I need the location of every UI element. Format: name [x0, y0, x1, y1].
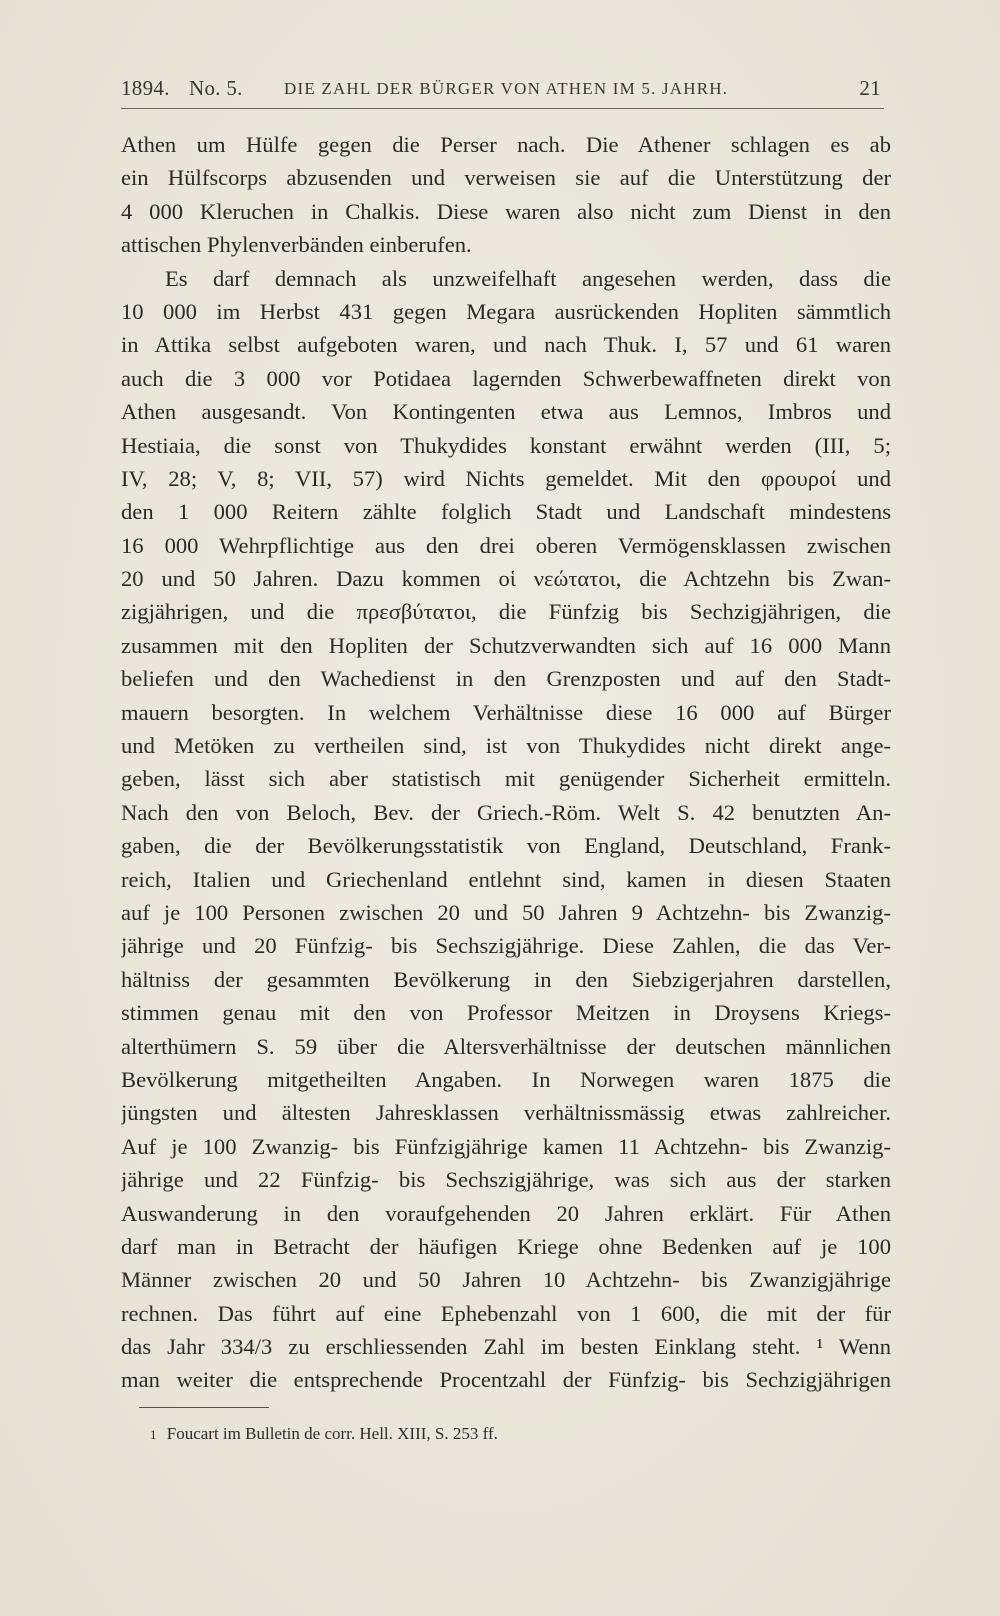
text-line: Es darf demnach als unzweifelhaft angesehen werden, dass die — [165, 265, 891, 291]
text-line: Athen ausgesandt. Von Kontingenten etwa aus Lemnos, Imbros und — [121, 399, 891, 425]
header-year: 1894. — [121, 76, 170, 100]
text-line: hältniss der gesammten Bevölkerung in den Siebzigerjahren darstellen, — [121, 966, 891, 992]
text-line: 20 und 50 Jahren. Dazu kommen οἱ νεώτατοι, die Achtzehn bis Zwan- — [121, 566, 891, 592]
page-number: 21 — [859, 76, 881, 100]
text-line: das Jahr 334/3 zu erschliessenden Zahl im besten Einklang steht. ¹ Wenn — [121, 1334, 891, 1360]
text-line: auf je 100 Personen zwischen 20 und 50 Jahren 9 Achtzehn- bis Zwanzig- — [121, 899, 891, 925]
text-line: Bevölkerung mitgetheilten Angaben. In Norwegen waren 1875 die — [121, 1066, 891, 1092]
text-line: den 1 000 Reitern zählte folglich Stadt und Landschaft mindestens — [121, 499, 891, 525]
text-line: reich, Italien und Griechenland entlehnt sind, kamen in diesen Staaten — [121, 866, 891, 892]
text-line: Hestiaia, die sonst von Thukydides konstant erwähnt werden (III, 5; — [121, 432, 891, 458]
text-line: man weiter die entsprechende Procentzahl der Fünfzig- bis Sechzigjährigen — [121, 1367, 891, 1393]
text-line: Athen um Hülfe gegen die Perser nach. Die Athener schlagen es ab — [121, 132, 891, 157]
text-line: rechnen. Das führt auf eine Ephebenzahl von 1 600, die mit der für — [121, 1300, 891, 1326]
text-line: ein Hülfscorps abzusenden und verweisen sie auf die Unterstützung der — [121, 165, 891, 191]
body-text — [121, 128, 891, 1397]
text-line: jüngsten und ältesten Jahresklassen verhältnissmässig etwas zahlreicher. — [121, 1100, 891, 1126]
text-line: gaben, die der Bevölkerungsstatistik von England, Deutschland, Frank- — [121, 833, 891, 859]
text-line: jährige und 20 Fünfzig- bis Sechszigjährige. Diese Zahlen, die das Ver- — [121, 933, 891, 959]
text-line: Auf je 100 Zwanzig- bis Fünfzigjährige kamen 11 Achtzehn- bis Zwanzig- — [121, 1133, 891, 1159]
footnote-text: Foucart im Bulletin de corr. Hell. XIII, S. 253 ff. — [166, 1424, 498, 1443]
text-line: jährige und 22 Fünfzig- bis Sechszigjährige, was sich aus der starken — [121, 1167, 891, 1193]
text-line: zusammen mit den Hopliten der Schutzverwandten sich auf 16 000 Mann — [121, 632, 891, 658]
text-line: 10 000 im Herbst 431 gegen Megara ausrückenden Hopliten sämmtlich — [121, 298, 891, 324]
text-line: geben, lässt sich aber statistisch mit genügender Sicherheit ermitteln. — [121, 766, 891, 792]
text-line: auch die 3 000 vor Potidaea lagernden Schwerbewaffneten direkt von — [121, 365, 891, 391]
text-line: Männer zwischen 20 und 50 Jahren 10 Achtzehn- bis Zwanzigjährige — [121, 1267, 891, 1293]
text-line: zigjährigen, und die πρεσβύτατοι, die Fünfzig bis Sechzigjährigen, die — [121, 599, 891, 625]
footnote — [150, 1424, 498, 1444]
text-line: attischen Phylenverbänden einberufen. — [121, 232, 472, 258]
text-line: Nach den von Beloch, Bev. der Griech.-Röm. Welt S. 42 benutzten An- — [121, 799, 891, 825]
text-line: Auswanderung in den voraufgehenden 20 Jahren erklärt. Für Athen — [121, 1200, 891, 1226]
footnote-mark: 1 — [150, 1427, 157, 1442]
text-line: und Metöken zu vertheilen sind, ist von Thukydides nicht direkt ange- — [121, 733, 891, 759]
footnote-rule — [139, 1407, 269, 1408]
header-issue-number: No. 5. — [189, 76, 243, 100]
header-title: DIE ZAHL DER BÜRGER VON ATHEN IM 5. JAHRH. — [284, 79, 729, 98]
text-line: stimmen genau mit den von Professor Meitzen in Droysens Kriegs- — [121, 1000, 891, 1026]
text-line: darf man in Betracht der häufigen Kriege ohne Bedenken auf je 100 — [121, 1233, 891, 1259]
text-line: in Attika selbst aufgeboten waren, und nach Thuk. I, 57 und 61 waren — [121, 332, 891, 358]
running-head — [121, 72, 883, 106]
text-line: beliefen und den Wachedienst in den Grenzposten und auf den Stadt- — [121, 666, 891, 692]
header-rule — [121, 108, 884, 109]
text-line: alterthümern S. 59 über die Altersverhältnisse der deutschen männlichen — [121, 1033, 891, 1059]
text-line: IV, 28; V, 8; VII, 57) wird Nichts gemeldet. Mit den φρουροί und — [121, 465, 891, 491]
text-line: 4 000 Kleruchen in Chalkis. Diese waren also nicht zum Dienst in den — [121, 198, 891, 224]
text-line: mauern besorgten. In welchem Verhältnisse diese 16 000 auf Bürger — [121, 699, 891, 725]
text-line: 16 000 Wehrpflichtige aus den drei oberen Vermögensklassen zwischen — [121, 532, 891, 558]
